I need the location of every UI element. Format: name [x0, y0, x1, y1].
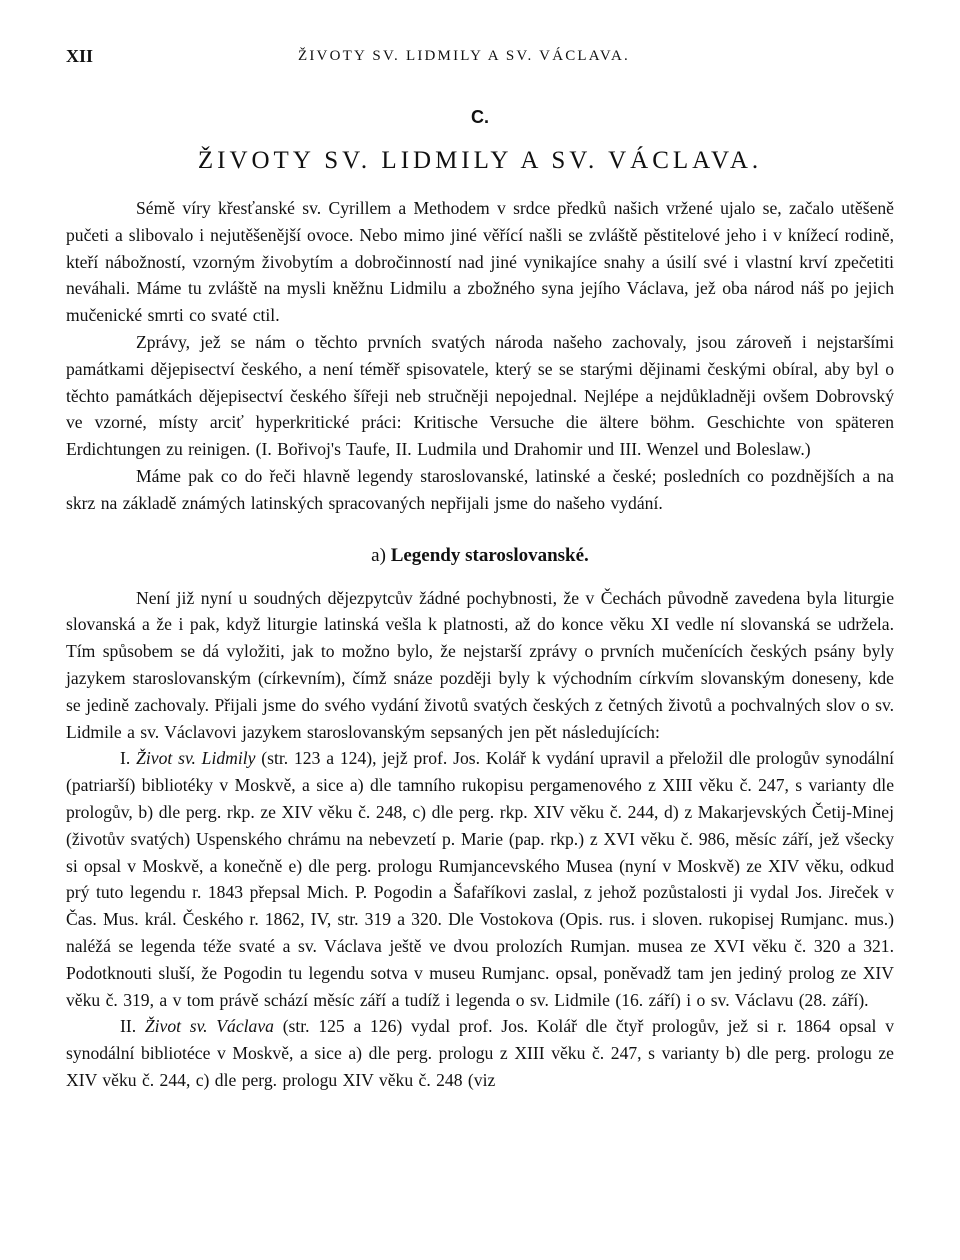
body-text	[66, 195, 894, 1094]
page-header	[66, 44, 894, 70]
list-item	[66, 745, 894, 1013]
item-text: (str. 123 a 124), jejž prof. Jos. Kolář k vydání upravil a přeložil dle prologův synodální (patriarší) bibliotéky v Moskvě, a sice a) dle tamního rukopisu pergamenového z XIII věku č. 247, s varianty dle prologův, b) dle perg. rkp. ze XIV věku č. 248, c) dle perg. rkp. XIV věku č. 244, d) z Makarjevských Četij-Minej (životův svatých) Uspenského chrámu na nebevzetí p. Marie (pap. rkp.) z XVI věku č. 986, měsíc září, jež všecky si opsal v Moskvě, a konečně e) dle perg. prologu Rumjancevského Musea (nyní v Moskvě) ze XIV věku, odkud prý tuto legendu r. 1843 přepsal Mich. P. Pogodin a Šafaříkovi zaslal, z jehož pozůstalosti ji vydal Jos. Jireček v Čas. Mus. král. Českého r. 1862, IV, str. 319 a 320. Dle Vostokova (Opis. rus. i sloven. rukopisej Rumjanc. mus.) naléžá se legenda téže svaté a sv. Václava ještě ve dvou prolozích Rumjan. musea ze XVI věku č. 320 a 321. Podotknouti sluší, že Pogodin tu legendu sotva v museu Rumjanc. opsal, poněvadž tam jen jediný prolog ze XIV věku č. 319, a v tom právě schází měsíc září a tudíž i legenda o sv. Lidmile (16. září) i o sv. Václavu (28. září).	[66, 748, 895, 1010]
subsection-heading	[66, 543, 894, 569]
item-title: Život sv. Václava	[144, 1016, 274, 1037]
item-number: II.	[120, 1016, 137, 1037]
page-number: XII	[66, 46, 94, 66]
paragraph: Zprávy, jež se nám o těchto prvních svatých národa našeho zachovaly, jsou zároveň i nejstaršími památkami dějepisectví českého, a není téměř spisovatele, který se se starými dějinami českými obíral, aby byl o těchto památkách dějepisectví českého šířeji neb stručněji nepojednal. Nejlépe a nejdůkladněji ovšem Dobrovský ve vzorné, místy arciť hyperkritické práci: Kritische Versuche die ältere böhm. Geschichte von späteren Erdichtungen zu reinigen. (I. Bořivoj's Taufe, II. Ludmila und Drahomir und III. Wenzel und Boleslaw.)	[66, 331, 894, 460]
list-item	[66, 1013, 894, 1093]
subsection-label: a)	[371, 544, 386, 566]
paragraph: Sémě víry křesťanské sv. Cyrillem a Methodem v srdce předků našich vržené ujalo se, začalo utěšeně pučeti a slibovalo i nejutěšenější ovoce. Nebo mimo jiné věřící našli se zvláště pěstitelové jeho i v knížecí rodině, kteří nábožností, vzorným živobytím a dobročinností nad jiné vynikajíce snahy a úsilí své i vlastní krví zpečetiti neváhali. Máme tu zvláště na mysli kněžnu Lidmilu a zbožného syna jejího Václava, jež oba národ náš po jejich mučenické smrti co svaté ctil.	[66, 198, 894, 326]
subsection-title: Legendy staroslovanské.	[390, 544, 589, 566]
item-title: Život sv. Lidmily	[136, 748, 256, 769]
paragraph: Máme pak co do řeči hlavně legendy staroslovanské, latinské a české; posledních co pozdnějších a na skrz na základě známých latinských spracovaných nepřijali jsme do našeho vydání.	[66, 465, 894, 513]
section-title: ŽIVOTY SV. LIDMILY A SV. VÁCLAVA.	[197, 147, 763, 174]
item-text: (str. 125 a 126) vydal prof. Jos. Kolář dle čtyř prologův, jež si r. 1864 opsal v synodální bibliotéce v Moskvě, a sice a) dle perg. prologu z XIII věku č. 247, s varianty b) dle perg. prologu ze XIV věku č. 244, c) dle perg. prologu XIV věku č. 248 (viz	[66, 1016, 894, 1090]
item-number: I.	[120, 748, 131, 769]
running-title: ŽIVOTY SV. LIDMILY A SV. VÁCLAVA.	[298, 48, 630, 64]
section-letter: C.	[471, 107, 489, 127]
paragraph: Není již nyní u soudných dějezpytcův žádné pochybnosti, že v Čechách původně zavedena byla liturgie slovanská a že i pak, když liturgie latinská vešla k platnosti, až do konce věku XI vedle ní slovanská se udržela. Tím spůsobem se dá vyložiti, jak to možno bylo, že nejstarší zprávy o prvních mučenících českých psány byly jazykem staroslovanským (církevním), čímž snáze později byly k východním církvím slovanským doneseny, kde se jedině zachovaly. Přijali jsme do svého vydání životů svatých českých z četných životů a pochvalných slov o sv. Lidmile a sv. Václavovi jazykem staroslovanským sepsaných jen pět následujících:	[66, 587, 894, 742]
